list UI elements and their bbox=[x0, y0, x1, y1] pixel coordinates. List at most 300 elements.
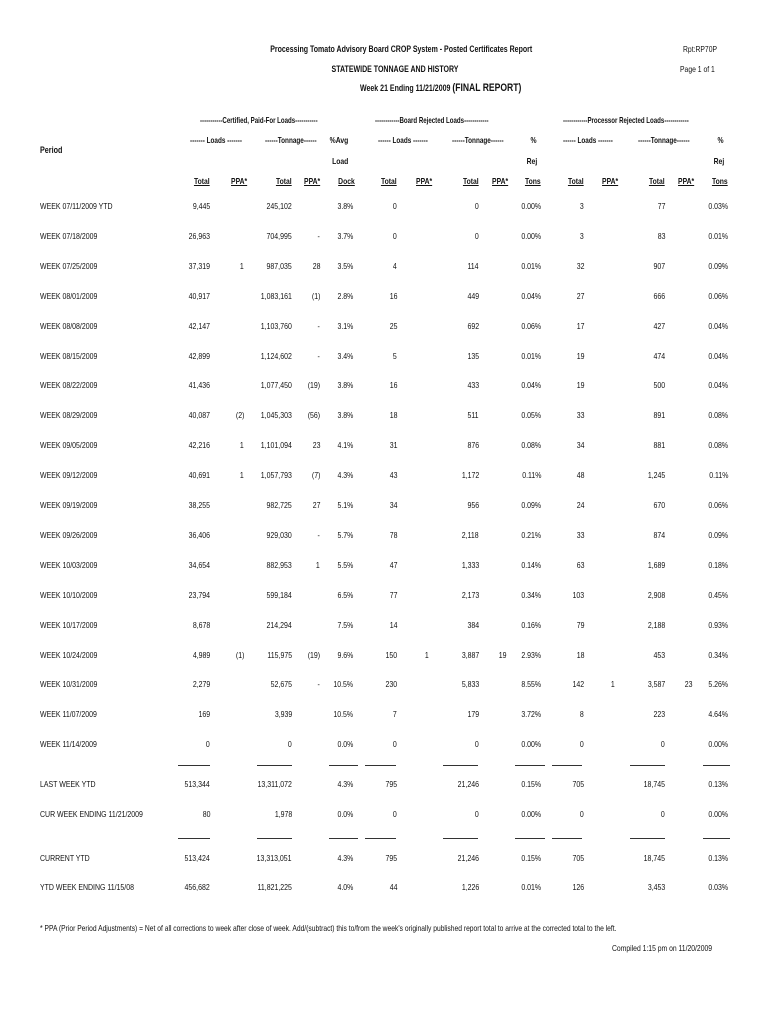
cell-c-tons: 599,184 bbox=[266, 589, 292, 600]
cell-p-pct: 0.04% bbox=[708, 320, 728, 331]
cell-avg: 4.0% bbox=[337, 882, 353, 892]
row-period: CURRENT YTD bbox=[40, 853, 90, 863]
cell-avg: 5.5% bbox=[337, 559, 353, 570]
cell-p-ppa: 1 bbox=[611, 679, 615, 690]
cell-c-total: 42,147 bbox=[188, 320, 210, 331]
separator-rule bbox=[515, 765, 545, 766]
cell-c-total: 2,279 bbox=[192, 679, 210, 690]
cell-p-pct: 0.08% bbox=[708, 440, 728, 451]
row-period: WEEK 07/18/2009 bbox=[40, 230, 98, 241]
cell-c-ppa: 1 bbox=[240, 470, 244, 481]
separator-rule bbox=[257, 838, 292, 839]
cell-avg: 4.3% bbox=[337, 779, 353, 789]
cell-p-pct: 0.06% bbox=[708, 290, 728, 301]
cell-c-tppa: - bbox=[317, 529, 320, 540]
cell-b-tons: 3,887 bbox=[461, 649, 479, 660]
cell-p-total: 63 bbox=[576, 559, 584, 570]
cell-b-total: 795 bbox=[385, 853, 397, 863]
cell-p-tons: 77 bbox=[657, 201, 665, 211]
cell-b-pct: 3.72% bbox=[521, 709, 541, 720]
cell-avg: 2.8% bbox=[337, 290, 353, 301]
sub-pct-processor: % bbox=[717, 135, 724, 145]
cell-b-pct: 0.04% bbox=[521, 380, 541, 391]
cell-b-pct: 0.05% bbox=[521, 410, 541, 421]
week-ending: Week 21 Ending 11/21/2009 bbox=[360, 83, 451, 93]
cell-p-tons: 891 bbox=[653, 410, 665, 421]
cell-c-total: 40,087 bbox=[188, 410, 210, 421]
cell-p-tppa: 23 bbox=[684, 679, 692, 690]
cell-c-tppa: (56) bbox=[307, 410, 320, 421]
cell-b-total: 31 bbox=[389, 440, 397, 451]
cell-b-total: 4 bbox=[393, 260, 397, 271]
cell-c-total: 80 bbox=[202, 809, 210, 819]
cell-avg: 7.5% bbox=[337, 619, 353, 630]
row-period: WEEK 09/19/2009 bbox=[40, 500, 98, 510]
cell-p-total: 103 bbox=[572, 589, 584, 600]
cell-b-total: 77 bbox=[389, 589, 397, 600]
cell-c-total: 42,899 bbox=[188, 350, 210, 361]
cell-c-tppa: 1 bbox=[316, 559, 320, 570]
col-ppa-board: PPA* bbox=[415, 176, 432, 186]
cell-p-tons: 500 bbox=[653, 380, 665, 391]
cell-p-tons: 427 bbox=[653, 320, 665, 331]
cell-p-tons: 874 bbox=[653, 529, 665, 540]
cell-avg: 3.1% bbox=[337, 320, 353, 331]
cell-p-total: 705 bbox=[572, 779, 584, 789]
row-period: WEEK 08/01/2009 bbox=[40, 290, 98, 301]
cell-b-tons: 433 bbox=[467, 380, 479, 391]
cell-c-tppa: (19) bbox=[307, 649, 320, 660]
cell-b-pct: 0.21% bbox=[521, 529, 541, 540]
cell-b-pct: 0.15% bbox=[521, 779, 541, 789]
cell-c-tons: 1,045,303 bbox=[260, 410, 292, 421]
cell-b-pct: 0.00% bbox=[521, 230, 541, 241]
cell-b-tons: 0 bbox=[475, 739, 479, 750]
cell-c-total: 40,691 bbox=[188, 470, 210, 481]
cell-c-tons: 11,821,225 bbox=[257, 882, 292, 892]
cell-c-tons: 882,953 bbox=[266, 559, 292, 570]
cell-b-tons: 384 bbox=[467, 619, 479, 630]
cell-c-ppa: (1) bbox=[235, 649, 244, 660]
cell-c-total: 0 bbox=[206, 739, 210, 750]
cell-c-total: 37,319 bbox=[188, 260, 210, 271]
cell-b-tons: 876 bbox=[467, 440, 479, 451]
col-tons-total-certified: Total bbox=[276, 176, 292, 186]
cell-b-tons: 114 bbox=[467, 260, 479, 271]
cell-c-total: 513,344 bbox=[184, 779, 210, 789]
cell-avg: 3.8% bbox=[337, 410, 353, 421]
cell-c-tppa: (1) bbox=[311, 290, 320, 301]
cell-avg: 3.8% bbox=[337, 380, 353, 391]
cell-avg: 9.6% bbox=[337, 649, 353, 660]
cell-p-tons: 223 bbox=[653, 709, 665, 720]
cell-b-tons: 0 bbox=[475, 201, 479, 211]
week-line bbox=[360, 82, 521, 94]
cell-b-total: 5 bbox=[393, 350, 397, 361]
cell-c-total: 41,436 bbox=[188, 380, 210, 391]
col-rej-tons-board: Tons bbox=[525, 176, 541, 186]
cell-c-tons: 1,103,760 bbox=[260, 320, 292, 331]
cell-p-total: 17 bbox=[576, 320, 584, 331]
col-rej-tons-processor: Tons bbox=[712, 176, 728, 186]
cell-c-total: 26,963 bbox=[188, 230, 210, 241]
sub-load: Load bbox=[331, 156, 348, 166]
row-period: WEEK 11/07/2009 bbox=[40, 709, 97, 720]
cell-p-tons: 670 bbox=[653, 500, 665, 510]
cell-p-total: 48 bbox=[576, 470, 584, 481]
cell-b-tons: 511 bbox=[467, 410, 479, 421]
cell-p-tons: 453 bbox=[653, 649, 665, 660]
cell-p-tons: 0 bbox=[661, 739, 665, 750]
cell-c-ppa: 1 bbox=[240, 260, 244, 271]
sub-loads-certified: ------- Loads ------- bbox=[190, 135, 243, 145]
cell-p-total: 0 bbox=[580, 739, 584, 750]
cell-p-pct: 4.64% bbox=[708, 709, 728, 720]
cell-b-total: 47 bbox=[389, 559, 397, 570]
cell-p-total: 3 bbox=[580, 201, 584, 211]
separator-rule bbox=[257, 765, 292, 766]
cell-b-pct: 0.14% bbox=[521, 559, 541, 570]
cell-b-tons: 21,246 bbox=[457, 853, 479, 863]
cell-c-tons: 3,939 bbox=[274, 709, 292, 720]
cell-c-tons: 982,725 bbox=[266, 500, 292, 510]
col-tons-ppa-processor: PPA* bbox=[677, 176, 694, 186]
cell-avg: 0.0% bbox=[337, 809, 353, 819]
cell-p-pct: 0.03% bbox=[708, 882, 728, 892]
cell-c-ppa: (2) bbox=[235, 410, 244, 421]
cell-b-tons: 21,246 bbox=[457, 779, 479, 789]
cell-c-tons: 1,124,602 bbox=[260, 350, 292, 361]
cell-b-tppa: 19 bbox=[498, 649, 506, 660]
period-heading: Period bbox=[40, 145, 63, 155]
cell-b-total: 16 bbox=[389, 380, 397, 391]
cell-p-pct: 0.18% bbox=[708, 559, 728, 570]
footnote: * PPA (Prior Period Adjustments) = Net of all corrections to week after close of week. Add/(subtract) this to/from the week's originally published report total to arrive at the corrected total to the left. bbox=[40, 923, 617, 933]
report-subtitle: STATEWIDE TONNAGE AND HISTORY bbox=[331, 64, 459, 74]
cell-b-tons: 135 bbox=[467, 350, 479, 361]
row-period: WEEK 11/14/2009 bbox=[40, 739, 97, 750]
sub-rej-board: Rej bbox=[526, 156, 537, 166]
separator-rule bbox=[515, 838, 545, 839]
cell-c-ppa: 1 bbox=[240, 440, 244, 451]
cell-b-total: 7 bbox=[393, 709, 397, 720]
row-period: YTD WEEK ENDING 11/15/08 bbox=[40, 882, 135, 892]
col-tons-ppa-certified: PPA* bbox=[303, 176, 320, 186]
cell-p-total: 18 bbox=[576, 649, 584, 660]
cell-b-tons: 956 bbox=[467, 500, 479, 510]
cell-c-tons: 115,975 bbox=[267, 649, 292, 660]
cell-c-total: 4,989 bbox=[192, 649, 210, 660]
cell-avg: 6.5% bbox=[337, 589, 353, 600]
cell-b-tons: 5,833 bbox=[461, 679, 479, 690]
cell-c-tppa: - bbox=[317, 320, 320, 331]
sub-loads-board: ------ Loads ------- bbox=[378, 135, 428, 145]
cell-c-tppa: 28 bbox=[312, 260, 320, 271]
cell-avg: 3.4% bbox=[337, 350, 353, 361]
row-period: WEEK 10/24/2009 bbox=[40, 649, 98, 660]
row-period: WEEK 10/03/2009 bbox=[40, 559, 98, 570]
row-period: WEEK 09/12/2009 bbox=[40, 470, 98, 481]
cell-p-total: 33 bbox=[576, 410, 584, 421]
cell-p-pct: 0.08% bbox=[708, 410, 728, 421]
cell-b-total: 230 bbox=[385, 679, 397, 690]
cell-p-pct: 0.06% bbox=[708, 500, 728, 510]
cell-b-total: 43 bbox=[389, 470, 397, 481]
cell-c-total: 23,794 bbox=[188, 589, 210, 600]
separator-rule bbox=[630, 765, 665, 766]
cell-p-tons: 2,188 bbox=[647, 619, 665, 630]
cell-p-pct: 0.13% bbox=[708, 853, 728, 863]
cell-p-tons: 907 bbox=[653, 260, 665, 271]
cell-b-pct: 0.15% bbox=[521, 853, 541, 863]
separator-rule bbox=[178, 838, 210, 839]
cell-b-total: 795 bbox=[385, 779, 397, 789]
cell-p-total: 126 bbox=[572, 882, 584, 892]
cell-b-pct: 2.93% bbox=[521, 649, 541, 660]
col-total-certified: Total bbox=[194, 176, 210, 186]
row-period: WEEK 09/26/2009 bbox=[40, 529, 98, 540]
sub-tonnage-board: ------Tonnage------ bbox=[452, 135, 504, 145]
row-period: WEEK 07/11/2009 YTD bbox=[40, 201, 113, 211]
sub-tonnage-certified: ------Tonnage------ bbox=[265, 135, 317, 145]
cell-b-total: 0 bbox=[393, 230, 397, 241]
separator-rule bbox=[552, 838, 582, 839]
cell-p-tons: 881 bbox=[653, 440, 665, 451]
col-total-processor: Total bbox=[568, 176, 584, 186]
cell-b-total: 25 bbox=[389, 320, 397, 331]
row-period: LAST WEEK YTD bbox=[40, 779, 96, 789]
cell-c-tons: 1,101,094 bbox=[260, 440, 292, 451]
cell-c-total: 40,917 bbox=[188, 290, 210, 301]
cell-p-pct: 5.26% bbox=[708, 679, 728, 690]
cell-c-tons: 0 bbox=[288, 739, 292, 750]
compiled-timestamp: Compiled 1:15 pm on 11/20/2009 bbox=[612, 943, 713, 953]
cell-p-pct: 0.09% bbox=[708, 260, 728, 271]
cell-b-pct: 0.01% bbox=[521, 260, 541, 271]
cell-c-tppa: (19) bbox=[307, 380, 320, 391]
group-board-rejected: ------------Board Rejected Loads------------ bbox=[375, 115, 489, 125]
cell-avg: 5.1% bbox=[337, 500, 353, 510]
cell-c-total: 36,406 bbox=[188, 529, 210, 540]
separator-rule bbox=[443, 838, 478, 839]
separator-rule bbox=[178, 765, 210, 766]
cell-avg: 3.5% bbox=[337, 260, 353, 271]
cell-p-total: 24 bbox=[576, 500, 584, 510]
separator-rule bbox=[443, 765, 478, 766]
cell-b-pct: 0.09% bbox=[521, 500, 541, 510]
separator-rule bbox=[552, 765, 582, 766]
cell-b-tons: 0 bbox=[475, 230, 479, 241]
cell-c-total: 9,445 bbox=[192, 201, 210, 211]
cell-b-pct: 0.11% bbox=[521, 470, 541, 481]
col-total-board: Total bbox=[381, 176, 397, 186]
cell-p-pct: 0.00% bbox=[708, 739, 728, 750]
cell-b-pct: 0.00% bbox=[521, 739, 541, 750]
cell-b-pct: 0.00% bbox=[521, 201, 541, 211]
cell-c-tons: 1,077,450 bbox=[260, 380, 292, 391]
row-period: WEEK 08/22/2009 bbox=[40, 380, 98, 391]
cell-p-tons: 18,745 bbox=[643, 853, 665, 863]
sub-tonnage-processor: ------Tonnage------ bbox=[638, 135, 690, 145]
cell-p-total: 79 bbox=[576, 619, 584, 630]
cell-p-pct: 0.01% bbox=[708, 230, 728, 241]
cell-c-tons: 704,995 bbox=[266, 230, 292, 241]
row-period: WEEK 07/25/2009 bbox=[40, 260, 98, 271]
cell-c-tons: 929,030 bbox=[266, 529, 292, 540]
col-tons-total-processor: Total bbox=[649, 176, 665, 186]
cell-b-total: 18 bbox=[389, 410, 397, 421]
cell-p-total: 3 bbox=[580, 230, 584, 241]
cell-b-total: 0 bbox=[393, 739, 397, 750]
row-period: WEEK 10/31/2009 bbox=[40, 679, 98, 690]
cell-p-pct: 0.09% bbox=[708, 529, 728, 540]
cell-c-tons: 1,083,161 bbox=[260, 290, 292, 301]
cell-p-tons: 0 bbox=[661, 809, 665, 819]
separator-rule bbox=[365, 838, 396, 839]
cell-b-tons: 1,226 bbox=[461, 882, 479, 892]
cell-p-total: 19 bbox=[576, 350, 584, 361]
cell-c-tppa: - bbox=[317, 230, 320, 241]
cell-p-tons: 3,587 bbox=[647, 679, 665, 690]
col-dock: Dock bbox=[338, 176, 355, 186]
separator-rule bbox=[365, 765, 396, 766]
cell-c-total: 38,255 bbox=[188, 500, 210, 510]
cell-c-tons: 245,102 bbox=[266, 201, 292, 211]
final-report-tag: (FINAL REPORT) bbox=[452, 82, 522, 94]
cell-b-pct: 0.34% bbox=[521, 589, 541, 600]
cell-c-total: 456,682 bbox=[184, 882, 210, 892]
cell-p-total: 0 bbox=[580, 809, 584, 819]
cell-b-tons: 179 bbox=[467, 709, 479, 720]
cell-avg: 4.3% bbox=[337, 853, 353, 863]
row-period: WEEK 10/10/2009 bbox=[40, 589, 98, 600]
cell-p-pct: 0.04% bbox=[708, 380, 728, 391]
cell-avg: 3.7% bbox=[337, 230, 353, 241]
row-period: WEEK 09/05/2009 bbox=[40, 440, 98, 451]
col-tons-ppa-board: PPA* bbox=[491, 176, 508, 186]
cell-c-tppa: (7) bbox=[311, 470, 320, 481]
cell-b-tons: 1,333 bbox=[461, 559, 479, 570]
cell-b-pct: 8.55% bbox=[521, 679, 541, 690]
cell-avg: 3.8% bbox=[337, 201, 353, 211]
cell-p-pct: 0.34% bbox=[708, 649, 728, 660]
col-tons-total-board: Total bbox=[463, 176, 479, 186]
cell-b-pct: 0.08% bbox=[521, 440, 541, 451]
page-number: Page 1 of 1 bbox=[680, 64, 715, 74]
cell-b-tons: 1,172 bbox=[461, 470, 479, 481]
cell-c-tons: 13,313,051 bbox=[257, 853, 292, 863]
cell-avg: 4.3% bbox=[337, 470, 353, 481]
cell-b-total: 14 bbox=[389, 619, 397, 630]
cell-b-tons: 449 bbox=[467, 290, 479, 301]
cell-p-total: 142 bbox=[572, 679, 584, 690]
cell-b-pct: 0.00% bbox=[521, 809, 541, 819]
cell-c-tppa: - bbox=[317, 350, 320, 361]
cell-p-tons: 666 bbox=[653, 290, 665, 301]
cell-c-tons: 1,057,793 bbox=[260, 470, 292, 481]
cell-p-pct: 0.93% bbox=[708, 619, 728, 630]
cell-p-tons: 2,908 bbox=[647, 589, 665, 600]
cell-b-tons: 2,118 bbox=[462, 529, 479, 540]
separator-rule bbox=[329, 838, 358, 839]
cell-avg: 0.0% bbox=[337, 739, 353, 750]
cell-c-tons: 13,311,072 bbox=[257, 779, 292, 789]
cell-b-pct: 0.04% bbox=[521, 290, 541, 301]
separator-rule bbox=[329, 765, 358, 766]
row-period: WEEK 08/29/2009 bbox=[40, 410, 98, 421]
row-period: WEEK 10/17/2009 bbox=[40, 619, 98, 630]
cell-b-pct: 0.01% bbox=[521, 882, 541, 892]
cell-avg: 10.5% bbox=[333, 709, 353, 720]
separator-rule bbox=[630, 838, 665, 839]
row-period: WEEK 08/15/2009 bbox=[40, 350, 98, 361]
group-certified: -----------Certified, Paid-For Loads----------- bbox=[200, 115, 318, 125]
sub-rej-processor: Rej bbox=[713, 156, 724, 166]
sub-avg: %Avg bbox=[329, 135, 348, 145]
cell-b-total: 78 bbox=[389, 529, 397, 540]
cell-c-tppa: 23 bbox=[312, 440, 320, 451]
cell-avg: 5.7% bbox=[337, 529, 353, 540]
row-period: CUR WEEK ENDING 11/21/2009 bbox=[40, 809, 143, 819]
cell-c-total: 34,654 bbox=[188, 559, 210, 570]
cell-avg: 10.5% bbox=[333, 679, 353, 690]
cell-p-total: 32 bbox=[576, 260, 584, 271]
cell-c-tons: 52,675 bbox=[270, 679, 292, 690]
sub-loads-processor: ------ Loads ------- bbox=[563, 135, 613, 145]
cell-c-total: 8,678 bbox=[192, 619, 210, 630]
cell-p-pct: 0.00% bbox=[708, 809, 728, 819]
cell-p-total: 34 bbox=[576, 440, 584, 451]
cell-p-pct: 0.04% bbox=[708, 350, 728, 361]
cell-p-total: 33 bbox=[576, 529, 584, 540]
separator-rule bbox=[703, 838, 730, 839]
cell-p-tons: 3,453 bbox=[647, 882, 665, 892]
cell-p-pct: 0.45% bbox=[708, 589, 728, 600]
cell-b-total: 16 bbox=[389, 290, 397, 301]
cell-b-total: 44 bbox=[389, 882, 397, 892]
sub-pct-board: % bbox=[530, 135, 537, 145]
cell-p-tons: 1,689 bbox=[647, 559, 665, 570]
cell-c-total: 42,216 bbox=[188, 440, 210, 451]
cell-p-tons: 1,245 bbox=[647, 470, 665, 481]
cell-c-tons: 987,035 bbox=[266, 260, 292, 271]
cell-c-tppa: - bbox=[317, 679, 320, 690]
cell-b-pct: 0.01% bbox=[521, 350, 541, 361]
cell-c-tppa: 27 bbox=[312, 500, 320, 510]
cell-p-pct: 0.11% bbox=[708, 470, 728, 481]
cell-p-pct: 0.13% bbox=[708, 779, 728, 789]
cell-p-total: 8 bbox=[580, 709, 584, 720]
col-ppa-certified: PPA* bbox=[230, 176, 247, 186]
report-id: Rpt:RP70P bbox=[683, 44, 718, 54]
cell-c-total: 513,424 bbox=[184, 853, 210, 863]
cell-p-tons: 83 bbox=[657, 230, 665, 241]
cell-b-total: 150 bbox=[385, 649, 397, 660]
col-ppa-processor: PPA* bbox=[601, 176, 618, 186]
cell-p-total: 19 bbox=[576, 380, 584, 391]
cell-c-total: 169 bbox=[198, 709, 210, 720]
cell-b-total: 34 bbox=[389, 500, 397, 510]
cell-c-tons: 214,294 bbox=[266, 619, 292, 630]
report-title: Processing Tomato Advisory Board CROP System - Posted Certificates Report bbox=[270, 44, 533, 54]
group-processor-rejected: ------------Processor Rejected Loads------------ bbox=[563, 115, 689, 125]
cell-b-pct: 0.06% bbox=[521, 320, 541, 331]
cell-avg: 4.1% bbox=[337, 440, 353, 451]
cell-p-tons: 18,745 bbox=[643, 779, 665, 789]
cell-b-tons: 2,173 bbox=[461, 589, 479, 600]
row-period: WEEK 08/08/2009 bbox=[40, 320, 98, 331]
cell-b-pct: 0.16% bbox=[521, 619, 541, 630]
